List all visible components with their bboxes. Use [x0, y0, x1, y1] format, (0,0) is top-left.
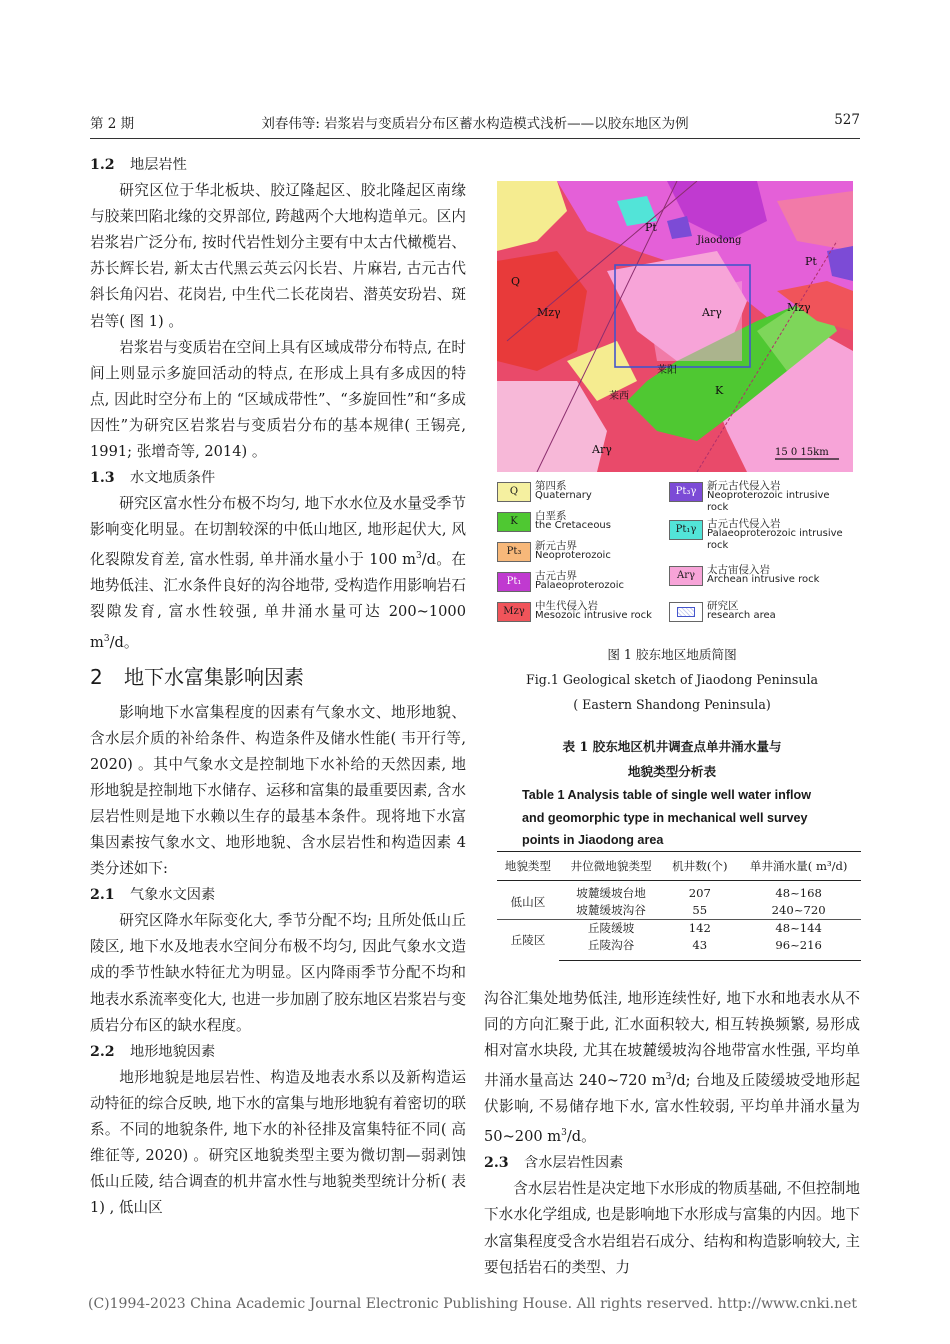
table-cell: 坡麓缓坡台地	[576, 886, 646, 900]
left-column	[90, 152, 466, 1221]
table-row	[497, 881, 861, 903]
section-heading-2: 2 地下水富集影响因素	[90, 664, 304, 689]
legend-item-palaeoproterozoic-intrusive: Pt₁γ 古元古代侵入岩 Palaeoproterozoic intrusive rock	[669, 518, 847, 544]
copyright-footer: (C)1994-2023 China Academic Journal Electronic Publishing House. All rights reserved. http://www.cnki.net	[88, 1296, 858, 1312]
section-heading-1-3: 1.3 水文地质条件	[90, 470, 216, 487]
table-cell: 142	[663, 920, 736, 938]
map-label-ary: Arγ	[702, 306, 722, 319]
table-cell: 丘陵区	[497, 920, 559, 961]
table-cell: 207	[688, 886, 711, 900]
header-rule	[90, 138, 860, 139]
map-label-mzy: Mzγ	[537, 306, 561, 319]
issue-number: 第 2 期	[90, 116, 135, 132]
data-table	[497, 851, 861, 961]
section-heading-2-1: 2.1 气象水文因素	[90, 887, 216, 904]
paragraph: 岩浆岩与变质岩在空间上具有区域成带分布特点, 在时间上则显示多旋回活动的特点, 在形成上具有多成因的特点, 因此时空分布上的 “区域成带性”、“多旋回性”和“多成因性”为研究区岩浆岩与变质岩分布的基本规律( 王锡亮, 1991; 张增奇等, 2014) 。	[90, 338, 466, 461]
map-label-ary: Arγ	[592, 443, 612, 456]
table-cell: 48~144	[736, 920, 861, 938]
table-header-row	[497, 852, 861, 881]
table-cell: 96~216	[736, 937, 861, 961]
paragraph: 研究区位于华北板块、胶辽隆起区、胶北隆起区南缘与胶莱凹陷北缘的交界部位, 跨越两个大地构造单元。区内岩浆岩广泛分布, 按时代岩性划分主要有中太古代橄榄岩、苏长辉长岩, 新太古代黑云英云闪长岩、片麻岩, 古元古代斜长角闪岩、花岗岩, 中生代二长花岗岩、潜英安玢岩、斑岩等( 图 1) 。	[90, 182, 466, 330]
section-heading-2-3: 2.3 含水层岩性因素	[484, 1155, 624, 1172]
table-cell: 48~168	[775, 886, 822, 900]
legend-item-archean-intrusive: Arγ 太古宙侵入岩 Archean intrusive rock	[669, 564, 847, 590]
table-cell: 坡麓缓坡沟谷	[576, 903, 646, 917]
legend-item-palaeoproterozoic: Pt₁ 古元古界 Palaeoproterozoic	[497, 570, 675, 596]
column-header: 机井数(个)	[663, 852, 736, 881]
paragraph: 研究区富水性分布极不均匀, 地下水水位及水量受季节影响变化明显。在切割较深的中低山地区, 地形起伏大, 风化裂隙发育差, 富水性弱, 单井涌水量小于 100 $m^3/d$。在地势低洼、汇水条件良好的沟谷地带, 受构造作用影响岩石裂隙发育, 富水性较强, 单井涌水量可达 200~1000 $m^3/d$。	[90, 495, 466, 651]
map-label-town: 莱西	[609, 391, 629, 402]
table-cell: 240~720	[771, 903, 826, 917]
column-header: 地貌类型	[497, 852, 559, 881]
table-row	[497, 920, 861, 938]
map-legend	[497, 480, 853, 634]
map-label-pt1: Pt	[645, 221, 657, 234]
column-header: 井位微地貌类型	[559, 852, 664, 881]
right-column	[484, 986, 860, 1281]
legend-item-cretaceous: K 白垩系 the Cretaceous	[497, 510, 675, 536]
table-cell: 丘陵沟谷	[559, 937, 664, 961]
map-label-town: 莱阳	[657, 365, 677, 376]
map-label-jiaodong: Jiaodong	[697, 235, 742, 246]
table-cell: 丘陵缓坡	[559, 920, 664, 938]
table-cell: 43	[663, 937, 736, 961]
map-label-q: Q	[511, 275, 521, 288]
figure-1	[497, 181, 853, 634]
table-title: 表 1 胶东地区机井调查点单井涌水量与 地貌类型分析表 Table 1 Analysis table of single well water inflow and geomorphic type in mechanical well survey points in Jiaodong area	[522, 739, 812, 847]
map-scale-bar: 15 0 15km	[775, 447, 829, 458]
section-heading-2-2: 2.2 地形地貌因素	[90, 1043, 216, 1060]
section-heading-1-2: 1.2 地层岩性	[90, 157, 187, 173]
paragraph: 研究区降水年际变化大, 季节分配不均; 且所处低山丘陵区, 地下水及地表水空间分布极不均匀, 因此气象水文造成的季节性缺水特征尤为明显。区内降雨季节分配不均和地表水系流率变化大, 也进一步加剧了胶东地区岩浆岩与变质岩分布区的缺水程度。	[90, 912, 466, 1034]
legend-item-research-area: 研究区 research area	[669, 600, 847, 626]
legend-item-mesozoic: Mzγ 中生代侵入岩 Mesozoic intrusive rock	[497, 600, 675, 626]
legend-item-neoproterozoic: Pt₃ 新元古界 Neoproterozoic	[497, 540, 675, 566]
legend-item-quaternary: Q 第四系 Quaternary	[497, 480, 675, 506]
table-cell: 55	[692, 903, 708, 917]
legend-item-neoproterozoic-intrusive: Pt₃γ 新元古代侵入岩 Neoproterozoic intrusive rock	[669, 480, 847, 506]
geological-map	[497, 181, 853, 472]
paragraph: 沟谷汇集处地势低洼, 地形连续性好, 地下水和地表水从不同的方向汇聚于此, 汇水面积较大, 相互转换频繁, 易形成相对富水块段, 尤其在坡麓缓坡沟谷地带富水性强, 平均单井涌水量高达 240~720 $m^3/d$; 台地及丘陵缓坡受地形起伏影响, 不易储存地下水, 富水性较弱, 平均单井涌水量为 50~200 $m^3/d$。	[484, 990, 860, 1146]
table-cell: 低山区	[510, 894, 546, 909]
paragraph: 地形地貌是地层岩性、构造及地表水系以及新构造运动特征的综合反映, 地下水的富集与地形地貌有着密切的联系。不同的地貌条件, 地下水的补径排及富集特征不同( 高维征等, 2020) 。研究区地貌类型主要为微切割—弱剥蚀低山丘陵, 结合调查的机井富水性与地貌类型统计分析( 表1) , 低山区	[90, 1068, 466, 1217]
running-title: 刘春伟等: 岩浆岩与变质岩分布区蓄水构造模式浅析——以胶东地区为例	[261, 116, 689, 132]
map-label-k: K	[715, 384, 724, 397]
paragraph: 含水层岩性是决定地下水形成的物质基础, 不但控制地下水水化学组成, 也是影响地下水形成与富集的内因。地下水富集程度受含水岩组岩石成分、结构和构造影响较大, 主要包括岩石的类型、力	[484, 1180, 860, 1276]
paragraph: 影响地下水富集程度的因素有气象水文、地形地貌、含水层介质的补给条件、构造条件及储水性能( 韦开行等, 2020) 。其中气象水文是控制地下水补给的天然因素, 地形地貌是控制地下水储存、运移和富集的最重要因素, 含水层岩性则是地下水赖以生存的最基本条件。现将地下水富集因素按气象水文、地形地貌、含水层岩性和构造因素 4 类分述如下:	[90, 703, 466, 878]
column-header: 单井涌水量( m³/d)	[736, 852, 861, 881]
research-area-swatch-icon	[677, 607, 695, 617]
figure-caption: 图 1 胶东地区地质简图 Fig.1 Geological sketch of Jiaodong Peninsula ( Eastern Shandong Peninsula)	[526, 647, 818, 712]
map-label-pt1: Pt	[805, 255, 817, 268]
page-number: 527	[834, 112, 860, 128]
map-label-mzy: Mzγ	[787, 301, 811, 314]
